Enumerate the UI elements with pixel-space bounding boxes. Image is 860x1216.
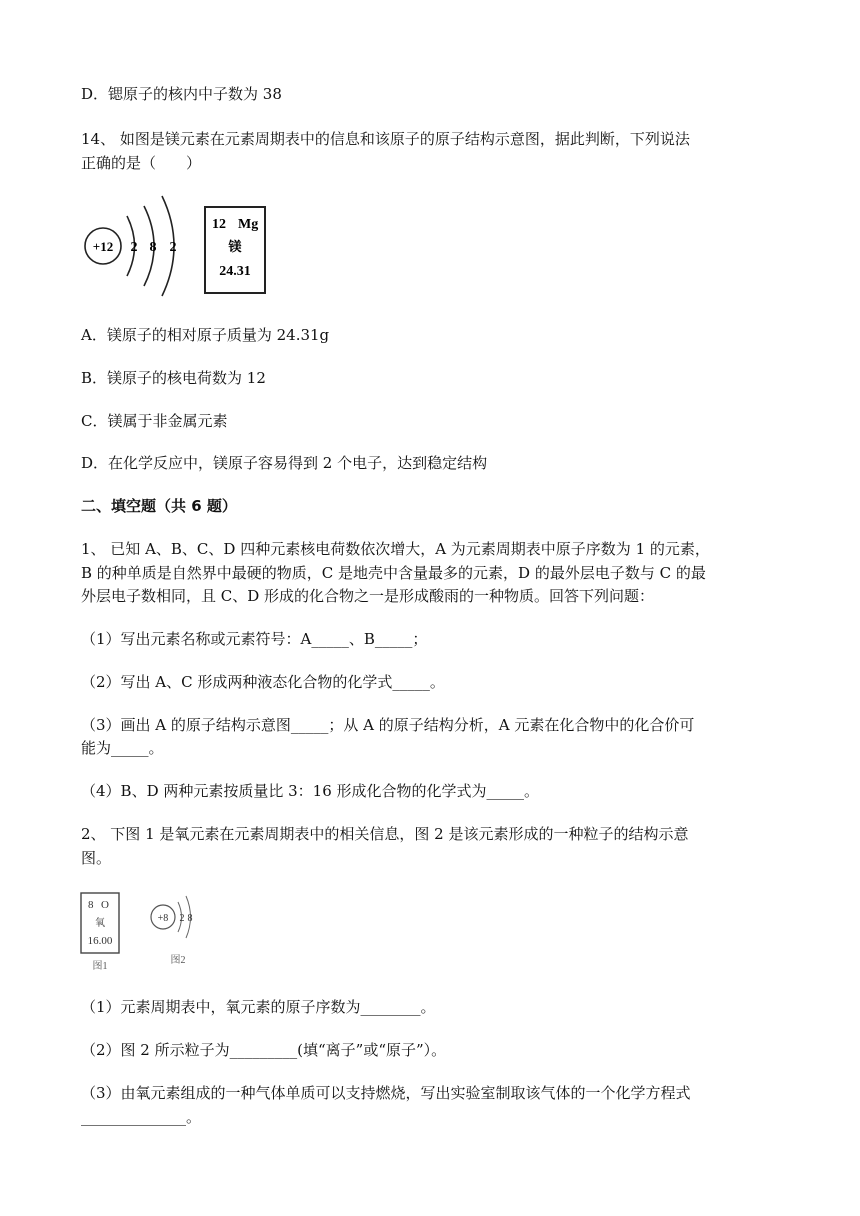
oxygen-nucleus-charge: +8	[157, 913, 169, 924]
oxygen-symbol: O	[101, 899, 109, 911]
nucleus-charge: +12	[92, 239, 114, 254]
fill1-stem-line3: 外层电子数相同，且 C、D 形成的化合物之一是形成酸雨的一种物质。回答下列问题：	[81, 587, 655, 605]
magnesium-figure	[80, 190, 270, 298]
fill1-part4: （4）B、D 两种元素按质量比 3：16 形成化合物的化学式为_____。	[81, 782, 540, 800]
shell-count-1: 2	[130, 240, 138, 255]
option-14a: A．镁原子的相对原子质量为 24.31g	[81, 326, 330, 344]
element-name: 镁	[228, 239, 242, 254]
oxygen-shell-count-2: 8	[187, 913, 193, 924]
option-13d: D．锶原子的核内中子数为 38	[81, 85, 282, 103]
oxygen-shell-count-1: 2	[179, 913, 185, 924]
option-14b: B．镁原子的核电荷数为 12	[81, 369, 266, 387]
fill2-part2: （2）图 2 所示粒子为_________(填“离子”或“原子”）。	[81, 1041, 447, 1059]
option-14d: D．在化学反应中，镁原子容易得到 2 个电子，达到稳定结构	[81, 454, 488, 472]
figure-2-caption: 图2	[170, 955, 186, 966]
fill1-part1: （1）写出元素名称或元素符号：A_____、B_____；	[81, 630, 428, 648]
shell-count-3: 2	[169, 240, 177, 255]
oxygen-number: 8	[88, 899, 94, 911]
fill2-stem-line1: 2、 下图 1 是氧元素在元素周期表中的相关信息，图 2 是该元素形成的一种粒子的结构示意	[81, 825, 689, 843]
fill2-part1: （1）元素周期表中，氧元素的原子序数为________。	[81, 998, 436, 1016]
fill1-part3-line2: 能为_____。	[81, 739, 164, 757]
element-number: 12	[212, 217, 226, 232]
fill1-part3-line1: （3）画出 A 的原子结构示意图_____；从 A 的原子结构分析，A 元素在化合物中的化合价可	[81, 716, 695, 734]
fill1-stem-line1: 1、 已知 A、B、C、D 四种元素核电荷数依次增大，A 为元素周期表中原子序数为 1 的元素，	[81, 540, 710, 558]
option-14c: C．镁属于非金属元素	[81, 412, 228, 430]
element-symbol: Mg	[238, 217, 259, 232]
fill1-part2: （2）写出 A、C 形成两种液态化合物的化学式_____。	[81, 673, 445, 691]
fill1-stem-line2: B 的种单质是自然界中最硬的物质，C 是地壳中含量最多的元素，D 的最外层电子数与 C 的最	[81, 564, 706, 582]
question-14-stem-line2: 正确的是（ ）	[81, 154, 202, 172]
section-2-title: 二、填空题（共 6 题）	[81, 497, 237, 515]
oxygen-name: 氧	[95, 918, 105, 929]
fill2-part3-line1: （3）由氧元素组成的一种气体单质可以支持燃烧，写出实验室制取该气体的一个化学方程式	[81, 1084, 691, 1102]
question-14-stem-line1: 14、 如图是镁元素在元素周期表中的信息和该原子的原子结构示意图，据此判断，下列说法	[81, 130, 690, 148]
shell-count-2: 8	[149, 240, 157, 255]
fill2-stem-line2: 图。	[81, 849, 112, 867]
figure-1-caption: 图1	[92, 961, 108, 972]
fill2-part3-line2: ______________。	[81, 1108, 202, 1126]
oxygen-mass: 16.00	[87, 935, 113, 947]
oxygen-figure	[78, 890, 218, 975]
element-mass: 24.31	[219, 264, 251, 279]
